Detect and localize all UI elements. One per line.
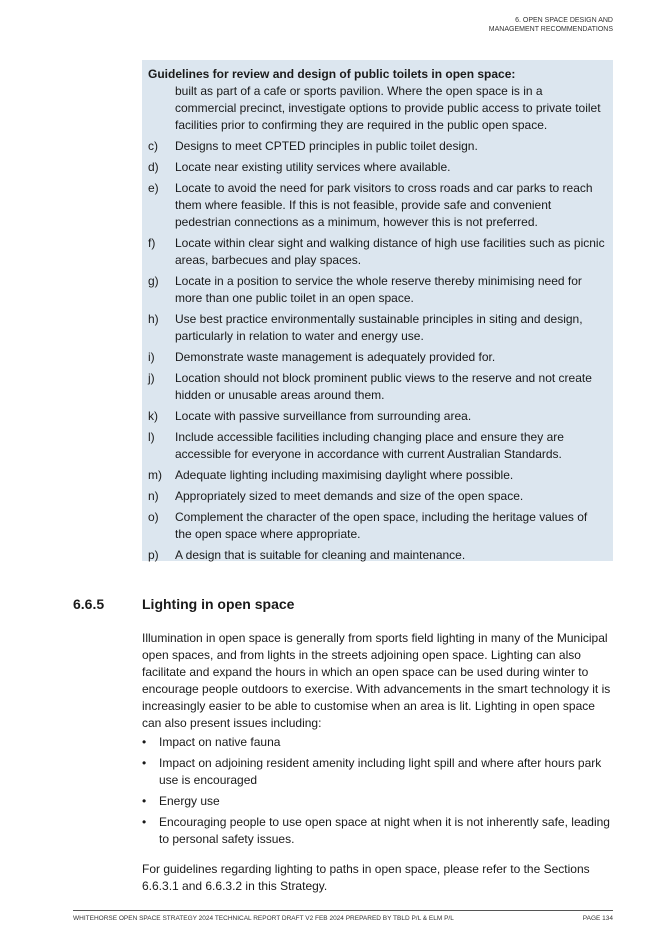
guideline-item: [148, 509, 605, 543]
list-item-text: Energy use: [159, 794, 220, 808]
guideline-text: Designs to meet CPTED principles in public toilet design.: [175, 139, 478, 153]
guideline-item: [148, 429, 605, 463]
guideline-label: o): [148, 510, 159, 524]
list-item: [142, 793, 613, 810]
guideline-label: e): [148, 181, 159, 195]
guideline-text: Location should not block prominent public views to the reserve and not create hidden or unusable areas around them.: [175, 371, 592, 402]
closing-paragraph: For guidelines regarding lighting to paths in open space, please refer to the Sections 6.6.3.1 and 6.6.3.2 in this Strategy.: [142, 862, 590, 893]
guideline-label: m): [148, 468, 162, 482]
page-number: PAGE 134: [582, 915, 613, 922]
guideline-label: i): [148, 350, 155, 364]
guideline-item: [148, 311, 605, 345]
list-item-text: Impact on native fauna: [159, 735, 281, 749]
guideline-label: c): [148, 139, 158, 153]
guideline-text: Locate to avoid the need for park visitors to cross roads and car parks to reach them where feasible. If this is not feasible, provide safe and convenient pedestrian connections as a minimum, however this is not preferred.: [175, 181, 593, 229]
guideline-label: d): [148, 160, 159, 174]
list-item-text: Impact on adjoining resident amenity including light spill and where after hours park use is encouraged: [159, 756, 602, 787]
guideline-item: [148, 235, 605, 269]
guideline-label: f): [148, 236, 156, 250]
list-item: [142, 814, 613, 848]
bullet-icon: •: [142, 794, 147, 808]
guideline-text: Demonstrate waste management is adequately provided for.: [175, 350, 496, 364]
guideline-text: A design that is suitable for cleaning and maintenance.: [175, 548, 466, 562]
guideline-text: Locate within clear sight and walking distance of high use facilities such as picnic areas, barbecues and play spaces.: [175, 236, 605, 267]
list-item: [142, 755, 613, 789]
guideline-text: Locate in a position to service the whole reserve thereby minimising need for more than one public toilet in an open space.: [175, 274, 582, 305]
guideline-label: l): [148, 430, 155, 444]
guideline-text: Locate with passive surveillance from surrounding area.: [175, 409, 472, 423]
guideline-item: [148, 273, 605, 307]
guideline-text: Locate near existing utility services where available.: [175, 160, 451, 174]
guideline-label: n): [148, 489, 159, 503]
guideline-text: Complement the character of the open space, including the heritage values of the open space where appropriate.: [175, 510, 588, 541]
guidelines-list: [148, 138, 605, 564]
guideline-text: Adequate lighting including maximising daylight where possible.: [175, 468, 514, 482]
running-head: [313, 16, 613, 34]
footer-document-info: WHITEHORSE OPEN SPACE STRATEGY 2024 TECHNICAL REPORT DRAFT V2 FEB 2024 PREPARED BY TBLD P/L & ELM P/L: [73, 915, 454, 922]
guideline-item: [148, 159, 605, 176]
guideline-item: [148, 488, 605, 505]
bullet-icon: •: [142, 756, 147, 770]
list-item: [142, 734, 613, 751]
guideline-item: [148, 180, 605, 231]
guideline-label: g): [148, 274, 159, 288]
guidelines-continuation: built as part of a cafe or sports pavilion. Where the open space is in a commercial precinct, investigate options to provide public access to private toilet facilities prior to confirming they are required in the public open space.: [175, 84, 601, 132]
bullet-icon: •: [142, 815, 147, 829]
section-number: 6.6.5: [73, 596, 105, 612]
guideline-item: [148, 467, 605, 484]
guidelines-box: [142, 60, 613, 561]
guideline-item: [148, 349, 605, 366]
guideline-label: k): [148, 409, 158, 423]
guidelines-title: Guidelines for review and design of public toilets in open space:: [148, 67, 516, 81]
running-head-line-1: 6. OPEN SPACE DESIGN AND: [515, 17, 613, 24]
guideline-text: Appropriately sized to meet demands and size of the open space.: [175, 489, 524, 503]
guideline-label: h): [148, 312, 159, 326]
guideline-label: j): [148, 371, 155, 385]
guideline-item: [148, 138, 605, 155]
guideline-item: [148, 370, 605, 404]
list-item-text: Encouraging people to use open space at night when it is not inherently safe, leading to personal safety issues.: [159, 815, 610, 846]
bullet-icon: •: [142, 735, 147, 749]
issues-list: [142, 734, 613, 852]
section-paragraph: Illumination in open space is generally from sports field lighting in many of the Municipal open spaces, and from lights in the streets adjoining open space. Lighting can also facilitate and expand the hours in which an open space can be used during winter to encourage people outdoors to exercise. With advancements in the smart technology it is increasingly easier to be able to customise when an area is lit. Lighting in open space can also present issues including:: [142, 631, 611, 730]
section-title: Lighting in open space: [142, 596, 295, 612]
footer-divider: [73, 910, 613, 911]
running-head-line-2: MANAGEMENT RECOMMENDATIONS: [488, 26, 613, 33]
guideline-item: [148, 547, 605, 564]
guideline-label: p): [148, 548, 159, 562]
guideline-text: Use best practice environmentally sustainable principles in siting and design, particularly in relation to water and energy use.: [175, 312, 583, 343]
guideline-item: [148, 408, 605, 425]
guideline-text: Include accessible facilities including changing place and ensure they are accessible for everyone in accordance with current Australian Standards.: [175, 430, 564, 461]
